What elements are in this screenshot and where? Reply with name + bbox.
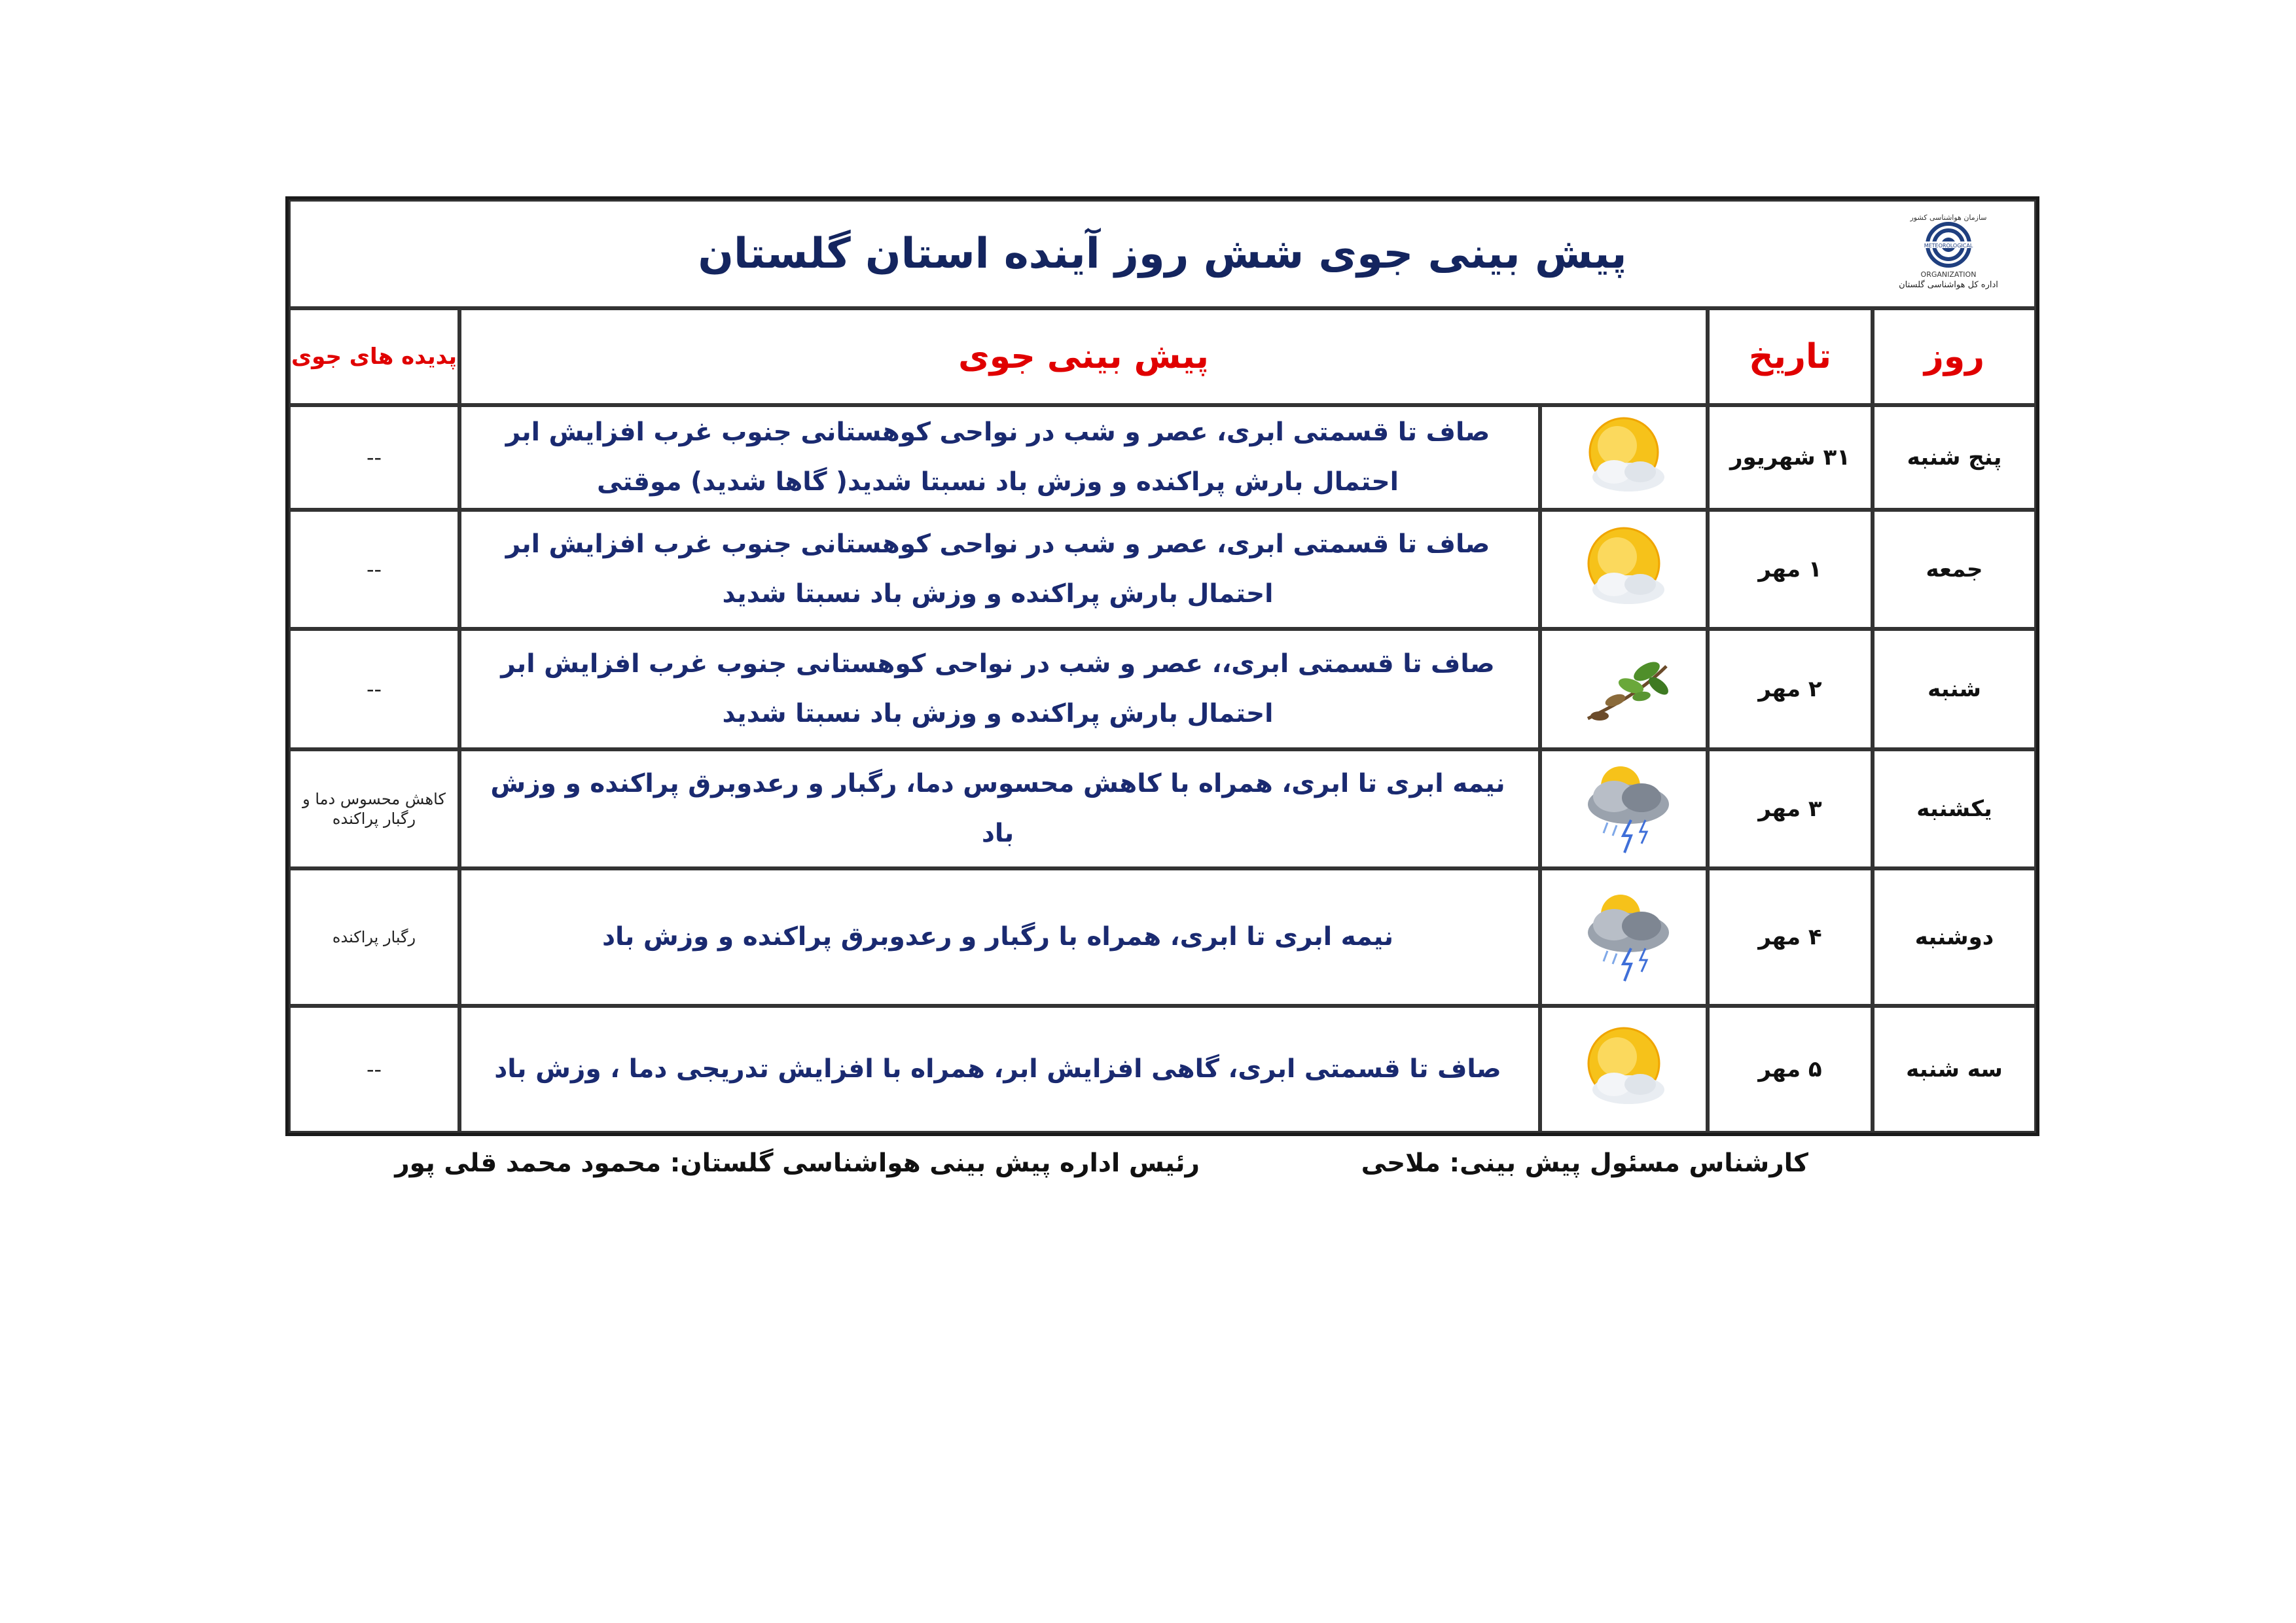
col-header-forecast: پیش بینی جوی	[459, 308, 1708, 405]
weather-icon-cell	[1540, 510, 1708, 629]
weather-icon-cell	[1540, 868, 1708, 1006]
forecast-text: صاف تا قسمتی ابری، عصر و شب در نواحی کوهستانی جنوب غرب افزایش ابر احتمال بارش پراکنده و وزش باد نسبتا شدید	[459, 510, 1540, 629]
date-cell: ۱ مهر	[1708, 510, 1873, 629]
forecast-text: نیمه ابری تا ابری، همراه با کاهش محسوس دما، رگبار و رعدوبرق پراکنده و وزش باد	[459, 749, 1540, 868]
forecaster-signature: کارشناس مسئول پیش بینی: ملاحی	[1361, 1149, 1808, 1178]
logo-text-en: METEOROLOGICAL	[1924, 243, 1973, 249]
day-cell: سه شنبه	[1873, 1006, 2036, 1133]
logo-top-line-3: ORGANIZATION	[1920, 270, 1977, 279]
weather-icon-cell	[1540, 405, 1708, 510]
title-cell	[289, 200, 2036, 308]
day-cell: جمعه	[1873, 510, 2036, 629]
day-cell: یکشنبه	[1873, 749, 2036, 868]
day-cell: دوشنبه	[1873, 868, 2036, 1006]
logo-caption: اداره کل هواشناسی گلستان	[1899, 280, 1998, 290]
table-row	[289, 868, 2036, 1006]
col-header-day: روز	[1873, 308, 2036, 405]
forecast-sheet	[285, 196, 2039, 1136]
logo-top-line-1: سازمان هواشناسی کشور	[1910, 213, 1987, 222]
head-signature: رئیس اداره پیش بینی هواشناسی گلستان: محمود محمد قلی پور	[395, 1149, 1200, 1178]
date-cell: ۳۱ شهریور	[1708, 405, 1873, 510]
col-header-date: تاریخ	[1708, 308, 1873, 405]
date-cell: ۳ مهر	[1708, 749, 1873, 868]
sun-cloud-icon	[1568, 1020, 1679, 1118]
date-cell: ۲ مهر	[1708, 629, 1873, 749]
page-title: پیش بینی جوی شش روز آینده استان گلستان	[698, 230, 1627, 278]
table-row	[289, 405, 2036, 510]
meteorological-organization-logo	[1880, 213, 2017, 298]
day-cell: پنج شنبه	[1873, 405, 2036, 510]
col-header-phenomena: پدیده های جوی	[289, 308, 459, 405]
forecast-text: صاف تا قسمتی ابری،، عصر و شب در نواحی کوهستانی جنوب غرب افزایش ابر احتمال بارش پراکنده و وزش باد نسبتا شدید	[459, 629, 1540, 749]
table-row	[289, 749, 2036, 868]
weather-icon-cell	[1540, 629, 1708, 749]
forecast-text: نیمه ابری تا ابری، همراه با رگبار و رعدوبرق پراکنده و وزش باد	[459, 868, 1540, 1006]
phenomena-cell: کاهش محسوس دما و رگبار پراکنده	[289, 749, 459, 868]
forecast-text: صاف تا قسمتی ابری، عصر و شب در نواحی کوهستانی جنوب غرب افزایش ابر احتمال بارش پراکنده و وزش باد نسبتا شدید( گاها شدید) موقتی	[459, 405, 1540, 510]
phenomena-cell: رگبار پراکنده	[289, 868, 459, 1006]
sun-cloud-icon	[1568, 412, 1679, 503]
table-row	[289, 629, 2036, 749]
thunderstorm-icon	[1568, 760, 1679, 858]
wind-leaves-icon	[1568, 640, 1679, 738]
forecast-text: صاف تا قسمتی ابری، گاهی افزایش ابر، همراه با افزایش تدریجی دما ، وزش باد	[459, 1006, 1540, 1133]
phenomena-cell: --	[289, 629, 459, 749]
date-cell: ۵ مهر	[1708, 1006, 1873, 1133]
date-cell: ۴ مهر	[1708, 868, 1873, 1006]
phenomena-cell: --	[289, 510, 459, 629]
weather-icon-cell	[1540, 1006, 1708, 1133]
table-row	[289, 1006, 2036, 1133]
header-row	[289, 308, 2036, 405]
logo-emblem-icon	[1909, 222, 1988, 268]
phenomena-cell: --	[289, 405, 459, 510]
table-row	[289, 510, 2036, 629]
weather-icon-cell	[1540, 749, 1708, 868]
phenomena-cell: --	[289, 1006, 459, 1133]
thunderstorm-icon	[1568, 888, 1679, 986]
day-cell: شنبه	[1873, 629, 2036, 749]
forecast-table	[285, 196, 2039, 1136]
sun-cloud-icon	[1568, 520, 1679, 618]
